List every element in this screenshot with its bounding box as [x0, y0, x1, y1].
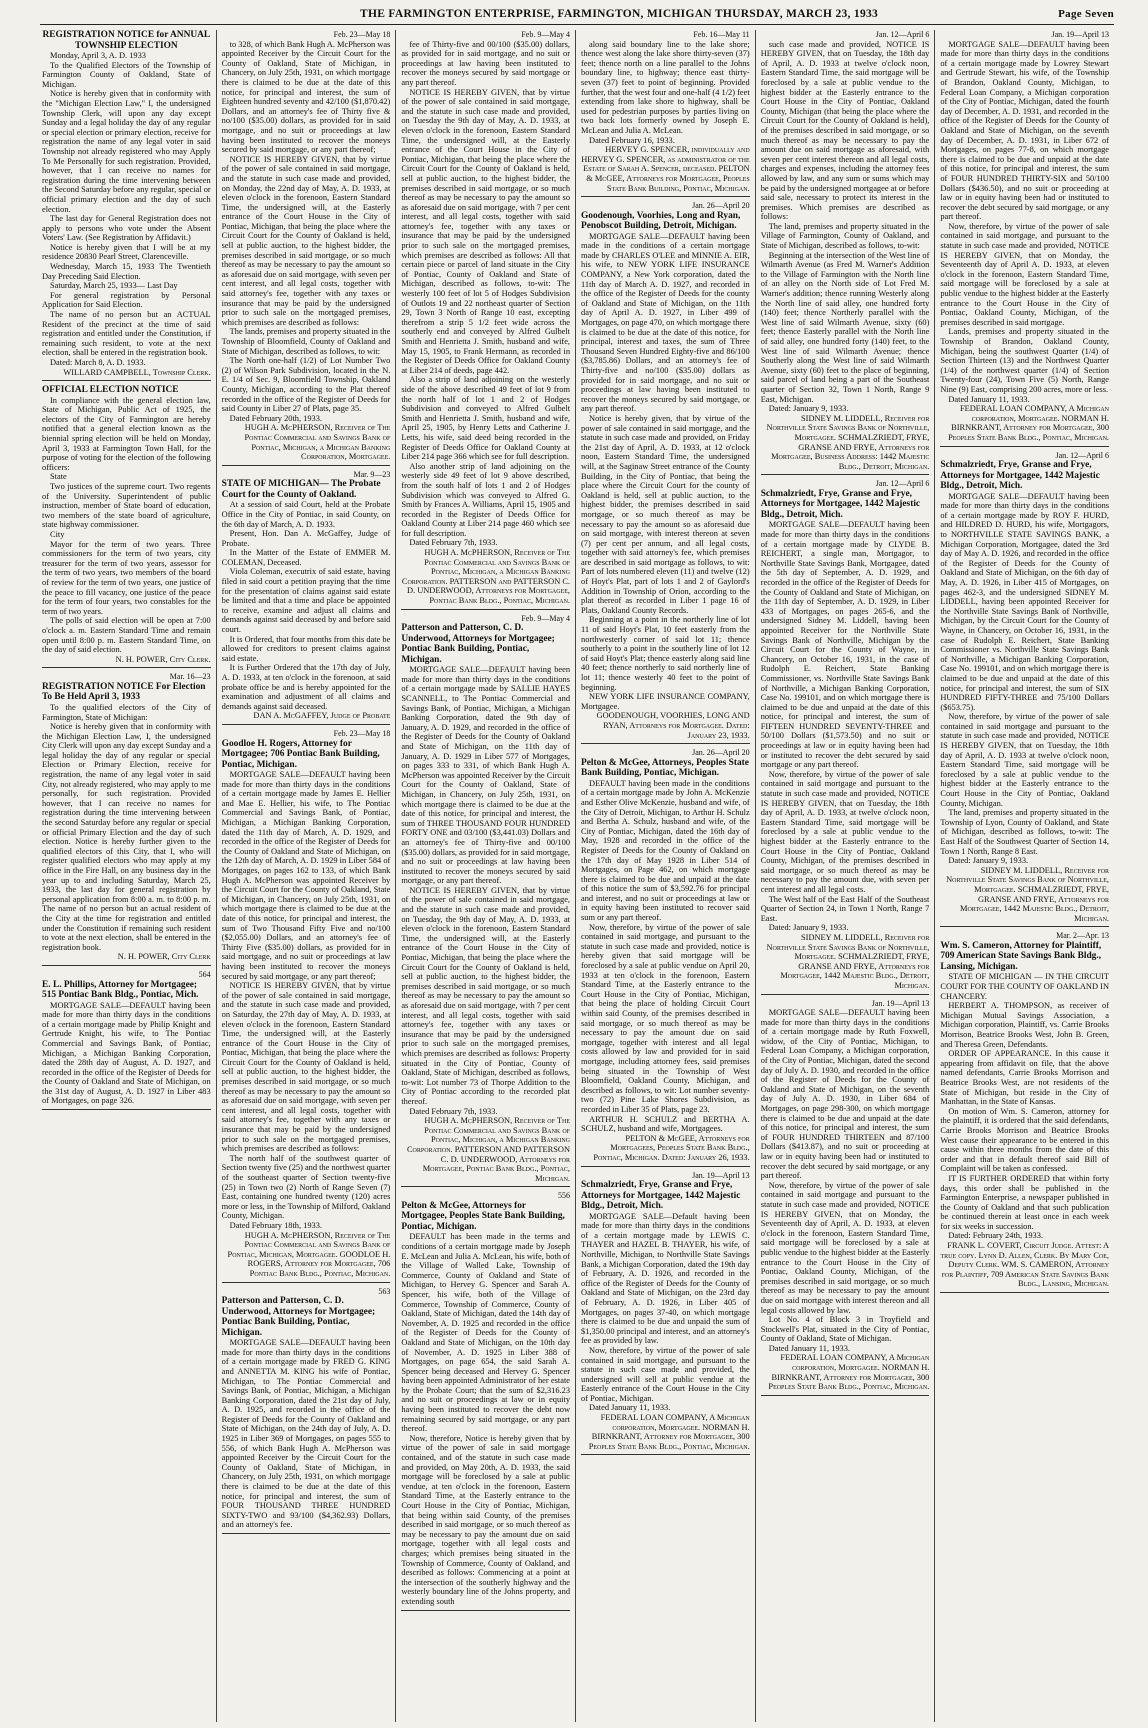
- notice-paragraph: State: [50, 472, 67, 482]
- notice-paragraph: The polls of said election will be open at 7:00 o'clock a. m. Eastern Standard Time and remain open until 8:00 p. m. Eastern Standard Time, on the day of said election.: [42, 616, 211, 655]
- notice-paragraph: Dated February 7th, 1933.: [409, 538, 498, 548]
- notice-paragraph: Dated: January 9, 1933.: [768, 404, 849, 414]
- notice-paragraph: MORTGAGE SALE—DEFAULT having been made for more than thirty days in the conditions of a certain mortgage made by Philip Knight and Gertrude Knight, his wife, to The Pontiac Commercial and Savings Bank, of Pontiac, Michigan, a Michigan Banking Corporation, dated the 28th day of August, A. D. 1927, and recorded in the office of the Register of Deeds for the County of Oakland and State of Michigan, on the 31st day of August, A. D. 1927 in Liber 483 of Mortgages, on page 326.: [42, 1000, 211, 1106]
- legal-notice: [222, 729, 391, 1283]
- column-2: [216, 30, 396, 1722]
- notice-paragraph: The North one-half (1/2) of Lot Number Two (2) of Wilson Park Subdivision, located in the N. E. 1/4 of Sec. 9, Bloomfield Township, Oakland County, Michigan, according to the Plat thereof recorded in the office of the Register of Deeds for said County in Liber 27 of Plats, page 35.: [221, 356, 391, 414]
- column-4: [575, 30, 755, 1722]
- legal-notice: [401, 1191, 570, 1610]
- notice-divider: [761, 1395, 930, 1396]
- notice-paragraph: Dated: February 24th, 1933.: [948, 1231, 1044, 1241]
- notice-divider: [222, 1533, 391, 1534]
- notice-divider: [222, 1282, 391, 1283]
- notice-paragraph: To the qualified electors of the City of Farmington, State of Michigan:: [42, 702, 211, 722]
- notice-divider: [42, 667, 211, 668]
- notice-heading: Schmalzriedt, Frye, Granse and Frye, Attorneys for Mortgagee, 1442 Majestic Bldg., Detroit, Mich.: [940, 460, 1100, 492]
- notice-paragraph: MORTGAGE SALE—DEFAULT having been made for more than thirty days in the conditions of a certain mortgage made by FRED G. KING and ANNETTA M. KING his wife of Pontiac, Michigan, to The Pontiac Commercial and Savings Bank, of Pontiac, Michigan, a Michigan Banking Corporation, dated the 21st day of July, A. D. 1925, and recorded in the office of the Register of Deeds for the County of Oakland and State of Michigan, on the 24th day of July, A. D. 1925 in Liber 369 of Mortgages, on pages 555 to 556, of which Bank Hugh A. McPherson was appointed Receiver by the Circuit Court for the County of Oakland, State of Michigan, in Chancery, on July 25th, 1931, on which mortgage there is claimed to be due at the date of this notice, for principal and interest, the sum of FOUR THOUSAND THREE HUNDRED SIXTY-TWO and 93/100 ($4,362.93) Dollars, and an attorney's fee.: [221, 1338, 391, 1530]
- notice-paragraph: Now, therefore, by virtue of the power of sale contained in said mortgage, and pursuant to the statute in such case made and provided, the undersigned will sell at public vendue at the Easterly entrance of the Court House in the City of Pontiac, Michigan.: [581, 1345, 750, 1403]
- notice-signature: FRANK L. COVERT, Circuit Judge. Attest: A true copy. Lynn D. Allen, Clerk. By Mary Coe, Deputy Clerk. WM. S. CAMERON, Attorney for Plaintiff, 709 American State Savings Bank Bldg., Lansing, Michigan.: [940, 1241, 1110, 1289]
- column-6: [934, 30, 1114, 1722]
- notice-paragraph: Dated February 16, 1933.: [589, 135, 675, 145]
- notice-heading: Pelton & McGee, Attorneys for Mortgagee, Peoples State Bank Building, Pontiac, Michigan.: [401, 1200, 565, 1232]
- notice-divider: [401, 609, 570, 610]
- notice-paragraph: Dated February 20th, 1933.: [229, 413, 323, 423]
- notice-paragraph: Now, therefore, by virtue of the power of sale contained in said mortgage, and pursuant to the statute in such case made and provided, notice is hereby given that said mortgage will be foreclosed by a sale at public vendue on April 20, 1933 at ten o'clock in the forenoon, Eastern Standard Time, at the Easterly entrance to the Court House in the City of Pontiac, Michigan, that being the place of holding Circuit Court within said County, of the premises described in said mortgage, or so much thereof as may be necessary to pay the amount due on said mortgage, together with interest and all legal costs allowed by law and provided for in said mortgage, including attorney fees, said premises being situated in the Township of West Bloomfield, Oakland County, Michigan, and described as follows, to wit: Lot number seventy-two (72) Pine Lake Shores Subdivision, as recorded in Liber 35 of Plats, page 23.: [581, 922, 750, 1114]
- legal-notice: [42, 970, 211, 1110]
- notice-number: Jan. 12—April 6: [875, 30, 930, 39]
- notice-paragraph: Notice is hereby given that in conformity with the Michigan Election Law, I, the undersigned City Clerk will upon any day except Sunday and a legal holiday the day of any regular or special Election or Primary Election, receive for registration, the name of any legal voter in said City, not already registered, who may apply to me personally, for such registration. Provided however, that I can receive no names for registration during the time intervening between the second Saturday before any regular or special or official Primary Election and the day of such election. Notice is hereby further given to the qualified electors of this City, that I, who will register qualified electors who may apply at my office in the Fire Hall, on any business day in the year up to and including Saturday, March 25, 1933, the last day for general registration by personal application from 8:00 a. m. to 8:00 p. m. The name of no person but an actual resident of the City at the time for registration and entitled under the Constitution if remaining such resident to vote at the next election, shall be entered in the registration book.: [42, 722, 211, 952]
- legal-notice: [401, 30, 570, 610]
- notice-paragraph: NEW YORK LIFE INSURANCE COMPANY, Mortgagee.: [581, 692, 750, 711]
- notice-paragraph: In the Matter of the Estate of EMMER M. COLEMAN, Deceased.: [221, 548, 391, 567]
- notice-signature: HERVEY G. SPENCER, individually and HERVEY G. SPENCER, as administrator of the Estate of Sarah A. Spencer, deceased. PELTON & McGEE, Attorneys for Mortgagee, Peoples State Bank Building, Pontiac, Michigan.: [581, 145, 750, 193]
- notice-signature: SIDNEY M. LIDDELL, Receiver for Northville State Savings Bank of Northville, Mortgagee. SCHMALZRIEDT, FRYE, GRANSE AND FRYE, Attorneys for Mortgagee, Business Address: 1442 Majestic Bldg., Detroit, Michigan.: [766, 413, 930, 471]
- notice-divider: [42, 1109, 211, 1110]
- notice-paragraph: IT IS FURTHER ORDERED that within forty days, this order shall be published in the Farmington Enterprise, a newspaper published in the County of Oakland and that such publication be continued therein at least once in each week for six weeks in succession.: [940, 1173, 1110, 1231]
- notice-paragraph: The land, premises and property situated in the Village of Farmington, County of Oakland, and State of Michigan, described as follows, to-wit:: [760, 221, 930, 251]
- notice-paragraph: Present, Hon. Dan A. McGaffey, Judge of Probate.: [221, 529, 391, 548]
- notice-paragraph: Lot No. 4 of Block 3 in Troyfield and Stockwell's Plat, situated in the City of Pontiac, County of Oakland, State of Michigan.: [760, 1315, 930, 1344]
- notice-paragraph: DEFAULT having been made in the conditions of a certain mortgage made by John A. McKenzie and Esther Olive McKenzie, husband and wife, of the City of Detroit, Michigan, to Arthur H. Schulz and Bertha A. Schulz, husband and wife, of the City of Pontiac, Michigan, dated the 16th day of May, 1928 and recorded in the office of the Register of Deeds for the County of Oakland on the 17th day of May 1928 in Liber 514 of Mortgages, on Page 462, on which mortgage there is claimed to be due and unpaid at the date of this notice the sum of $3,592.76 for principal and interest, and no suit or proceedings at law or in equity having been instituted to recover said sum or any part thereof.: [581, 778, 750, 923]
- notice-paragraph: Two justices of the supreme court. Two regents of the University. Superintendent of public instruction, member of State board of education, two members of the state board of agriculture, state highway commissioner.: [42, 482, 211, 530]
- notice-paragraph: MORTGAGE SALE—DEFAULT having been made for more than thirty days in the conditions of a certain mortgage made by Lowrey Stewart and Gertrude Stewart, his wife, of the Township of Brandon, Oakland County, Michigan, to Federal Loan Company, a Michigan corporation of the City of Pontiac, Michigan, dated the fourth day of December, A. D. 1931, and recorded in the office of the Register of Deeds for the County of Oakland and State of Michigan, on the seventh day of December, A. D. 1931, in Liber 672 of Mortgages, on pages 77-8, on which mortgage there is claimed to be due and unpaid at the date of this notice, for principal and interest, the sum of FOUR HUNDRED THIRTY-SIX and 50/100 Dollars ($436.50), and no suit or proceeding at law or in equity having been had or instituted to recover the debt secured by said mortgage, or any part thereof.: [940, 39, 1110, 222]
- notice-paragraph: Now, therefore, by virtue of the power of sale contained in said mortgage and pursuant to the statute in such case made and provided, NOTICE IS HEREBY GIVEN, that on Tuesday, the 18th day of April, A. D. 1933 at twelve o'clock noon, Eastern Standard Time, said mortgage will be foreclosed by a sale at public vendue to the highest bidder at the Easterly entrance to the Court House in the City of Pontiac, Oakland County, Michigan.: [940, 712, 1110, 808]
- notice-paragraph: NOTICE IS HEREBY GIVEN, that by virtue of the power of sale contained in said mortgage, and the statute in such case made and provided, on Monday, the 22nd day of May, A. D. 1933, at eleven o'clock in the forenoon, Eastern Standard Time, the undersigned will, at the Easterly entrance of the Court House in the City of Pontiac, Michigan, that being the place where the Circuit Court for the County of Oakland is held, sell at public auction, to the highest bidder, the premises described in said mortgage, or so much thereof as may be necessary to pay the amount so as aforesaid due on said mortgage, with seven per cent interest, and all legal costs, together with said attorney's fee, together with any taxes or insurance that may be paid by the undersigned prior to such sale on the mortgaged premises, which premises are described as follows:: [221, 154, 391, 327]
- notice-paragraph: In compliance with the general election law, State of Michigan, Public Act of 1925, the electors of the City of Farmington are hereby notified that a general election known as the biennial spring election will be held on Monday, April 3, 1933 at Farmington Town Hall, for the purpose of voting for the election of the following officers:: [42, 395, 211, 472]
- notice-heading: Wm. S. Cameron, Attorney for Plaintiff, 709 American State Savings Bank Bldg., Lansing, Michigan.: [940, 940, 1102, 972]
- notice-number: 556: [558, 1191, 571, 1201]
- notice-heading: Schmalzriedt, Frye, Granse and Frye, Attorneys for Mortgagee, 1442 Majestic Bldg., Detroit, Mich.: [760, 488, 921, 520]
- notice-number: 564: [198, 969, 211, 979]
- notice-paragraph: Dated: January 9, 1933.: [768, 923, 849, 933]
- notice-divider: [940, 926, 1109, 927]
- legal-notice: [581, 1171, 750, 1456]
- notice-divider: [761, 994, 930, 995]
- notice-number: Jan. 12—April 6: [875, 479, 930, 489]
- notice-paragraph: It is Further Ordered that the 17th day of July, A. D. 1933, at ten o'clock in the forenoon, at said probate office be and is hereby appointed for the examination and adjustment of all claims and demands against said deceased.: [221, 663, 391, 711]
- notice-paragraph: Notice is hereby given that in conformity with the "Michigan Election Law," I, the undersigned Township Clerk, will upon any day except Sunday and a legal holiday the day of any regular or special election or primary election, receive for registration the name of any legal voter in said Township not already registered who may Apply To Me Personally for such registration. Provided, however, that I can receive no names for registration during the time intervening between the Second Saturday before any regular, special or official primary election and the day of such election.: [42, 89, 211, 214]
- notice-paragraph: MORTGAGE SALE—Default having been made for more than thirty days in the conditions of a certain mortgage made by LEWIS C. THAYER and HAZEL B. THAYER, his wife, of Northville, Michigan, to Northville State Savings Bank, a Michigan Corporation, dated the 19th day of February, A. D. 1926, and recorded in the office of the Register of Deeds for the County of Oakland and State of Michigan, on the 23rd day of February, A. D. 1926, in Liber 405 of Mortgages, on pages 37-40, on which mortgage there is claimed to be due and unpaid the sum of $1,350.00 principal and interest, and an attorney's fee as provided by law.: [581, 1211, 750, 1346]
- notice-number: Mar. 9—23: [353, 469, 391, 479]
- column-3: [395, 30, 575, 1722]
- notice-paragraph: The West half of the East Half of the Southeast Quarter of Section 24, in Town 1 North, Range 7 East.: [760, 894, 930, 923]
- notice-number: Mar. 2—Apr. 13: [1056, 931, 1110, 941]
- notice-paragraph: MORTGAGE SALE—DEFAULT having been made for more than thirty days in the conditions of a certain mortgage made by SALLIE HAYES SCANNELL, to The Pontiac Commercial and Savings Bank, of Pontiac, Michigan, a Michigan Banking Corporation, dated the 9th day of January, A. D. 1929, and recorded in the office of the Register of Deeds for the County of Oakland and State of Michigan, on the 11th day of January, A. D. 1929 in Liber 577 of Mortgages, on pages 333 to 331, of which Bank Hugh A. McPherson was appointed Receiver by the Circuit Court for the County of Oakland, State of Michigan, in Chancery, on July 25th, 1931, on which mortgage there is claimed to be due at the date of this notice, for principal and interest, the sum of THREE THOUSAND FOUR HUNDRED FORTY ONE and 03/100 ($3,441.03) Dollars and an attorney's fee of Thirty-five and 00/100 ($35.00) dollars, as provided for in said mortgage, and no suit or proceedings at law having been instituted to recover the moneys secured by said mortgage, or any part thereof.: [401, 665, 571, 886]
- notice-paragraph: Dated: March 8, A. D. 1933.: [50, 358, 146, 367]
- notice-heading: REGISTRATION NOTICE For Election To Be Held April 3, 1933: [42, 681, 206, 703]
- legal-notice: [42, 672, 211, 966]
- notice-paragraph: Dated January 11, 1933.: [589, 1403, 671, 1413]
- notice-divider: [581, 1166, 750, 1167]
- notice-paragraph: MORTGAGE SALE—DEFAULT having been made for more than thirty days in the conditions of a certain mortgage made by James E. Hellier and Mae E. Hellier, his wife, to The Pontiac Commercial and Savings Bank, of Pontiac, Michigan, a Michigan Banking Corporation, dated the 11th day of March, A. D. 1929, and recorded in the office of the Register of Deeds for the County of Oakland and State of Michigan, on the 12th day of March, A. D. 1929 in Liber 584 of Mortgages, on pages 162 to 133, of which Bank Hugh A. McPherson was appointed Receiver by the Circuit Court for the County of Oakland, State of Michigan, in Chancery, on July 25th, 1931, on which mortgage there is claimed to be due at the date of this notice, for principal and interest, the sum of Two Thousand Fifty Five and no/100 ($2,055.00) Dollars, and an attorney's fee of Thirty Five ($35.00) dollars, as provided for in said mortgage, and no suit or proceedings at law having been instituted to recover the moneys secured by said mortgage, or any part thereof;: [221, 770, 391, 981]
- notice-paragraph: At a session of said Court, held at the Probate Office in the City of Pontiac, in said County, on the 6th day of March, A. D. 1933.: [221, 500, 391, 529]
- notice-signature: HUGH A. McPHERSON, Receiver of The Pontiac Commercial and Savings Bank of Pontiac, Michigan, a Michigan Banking Corporation, Mortgagee.: [244, 423, 391, 462]
- notice-divider: [42, 965, 211, 966]
- legal-notice: [761, 999, 930, 1396]
- notice-paragraph: NOTICE IS HEREBY GIVEN, that by virtue of the power of sale contained in said mortgage, and the statute in such case made and provided, on Tuesday, the 9th day of May, A. D. 1933, at eleven o'clock in the forenoon, Eastern Standard Time, the undersigned will, at the Easterly entrance of the Court House in the City of Pontiac, Michigan, that being the place where the Circuit Court for the County of Oakland is held, sell at public auction, to the highest bidder, the premises described in said mortgage, or so much thereof as may be necessary to pay the amount so as aforesaid due on said mortgage, with 7 per cent interest, and all legal costs, together with said attorney's fee, together with any taxes or insurance that may be paid by the undersigned prior to such sale on the mortgaged premises, which premises are described as follows: Property situated in the City of Pontiac, County of Oakland, State of Michigan, described as follows, to-wit: Lot number 73 of Thorpe Addition to the City of Pontiac according to the recorded plat thereof.: [401, 885, 571, 1106]
- notice-paragraph: For general registration by Personal Application for Said Election.: [42, 290, 211, 310]
- notice-paragraph: along said boundary line to the lake shore; thence west along the lake shore thirty-seven (37) feet; thence north on a line parallel to the Johns boundary line, to highway; thence east thirty-seven (37) feet to point of beginning. Provided further, that the west four and one-half (4 1/2) feet extending from lake shore to highway, shall be used for pedestrian purposes by parties living on two back lots formerly owned by Joseph E. McLean and Julia A. McLean.: [581, 39, 750, 135]
- notice-number: Feb. 23—May 18: [333, 728, 391, 738]
- legal-notices-columns: [40, 30, 1114, 1722]
- notice-paragraph: Lands, premises and property situated in the Township of Brandon, Oakland County, Michigan, being the southwest Quarter (1/4) of Section Thirteen (13) and the Northwest Quarter (1/4) of the northwest quarter (1/4) of Section Twenty-four (24), Town Five (5) North, Range Nine (9) East, comprising 200 acres, more or less.: [940, 327, 1110, 394]
- notice-divider: [581, 743, 750, 744]
- notice-signature: DAN A. McGAFFEY, Judge of Probate: [253, 711, 391, 721]
- notice-paragraph: to 328, of which Bank Hugh A. McPherson was appointed Receiver by the Circuit Court for the County of Oakland, State of Michigan, in Chancery, on July 25th, 1931, on which mortgage there is claimed to be due at the date of this notice, for principal and interest, the sum of Eighteen hundred seventy and 42/100 ($1,870.42) Dollars, and an attorney's fee of Thirty five & no/100 ($35.00) dollars, as provided for in said mortgage, and no suit or proceedings at law having been instituted to recover the moneys secured by said mortgage, or any part thereof;: [221, 39, 391, 155]
- notice-divider: [581, 1454, 750, 1455]
- notice-signature: HUGH A. McPHERSON, Receiver of The Pontiac Commercial and Savings Bank of Pontiac, Michigan, a Michigan Banking Corporation. PATTERSON AND PATTERSON C. D. UNDERWOOD, Attorneys for Mortgagee, Pontiac Bank Bldg., Pontiac, Michigan.: [406, 1116, 571, 1183]
- notice-paragraph: Also a strip of land adjoining on the westerly side of the above described 49 feet of lot 9 from the north half of lot 1 and 2 of Hodges Subdivision and conveyed to Alfred Gulbelt Smith and Henrietta J. Smith, husband and wife, April 25, 1905, by Henry Letts and Catherine J. Letts, his wife, said deed being recorded in the Register of Deeds Office for Oakland County at Liber 214 page 366 which see for full description.: [401, 375, 571, 462]
- legal-notice: [222, 30, 391, 466]
- notice-paragraph: The lands, premises and property situated in the Township of Bloomfield, County of Oakland and State of Michigan, described as follows, to wit:: [221, 327, 391, 356]
- legal-notice: [940, 30, 1109, 447]
- notice-heading: OFFICIAL ELECTION NOTICE: [42, 385, 179, 396]
- notice-paragraph: The name of no person but an ACTUAL Resident of the precinct at the time of said registration and entitled under the Constitution, if remaining such resident, to vote at the next election, shall be entered in the registration book.: [42, 310, 211, 358]
- notice-number: Feb. 23—May 18: [333, 30, 391, 39]
- legal-notice: [401, 614, 570, 1188]
- notice-number: Jan. 19—April 13: [1051, 30, 1110, 39]
- notice-paragraph: It is Ordered, that four months from this date be allowed for creditors to present claims against said estate.: [221, 634, 391, 663]
- column-1: [40, 30, 216, 1722]
- notice-paragraph: fee of Thirty-five and 00/100 ($35.00) dollars, as provided for in said mortgage, and no suit or proceedings at law having been instituted to recover the moneys secured by said mortgage or any part thereof.: [401, 39, 571, 87]
- notice-paragraph: Also another strip of land adjoining on the westerly side 49 feet of lot 9 above described, from the south half of lots 1 and 2 of Hodges Subdivision which was conveyed to Alfred G. Smith by Frances A. Williams, April 15, 1905 and recorded in the Register of Deeds Office for Oakland County at Liber 214 page 460 which see for full description.: [401, 461, 571, 538]
- notice-heading: E. L. Phillips, Attorney for Mortgagee; 515 Pontiac Bank Bldg., Pontiac, Mich.: [42, 979, 199, 1001]
- notice-divider: [222, 724, 391, 725]
- notice-paragraph: MORTGAGE SALE—DEFAULT having been made in the conditions of a certain mortgage made by CHARLES O'LEE and MINNIE A. EIR, his wife, to NEW YORK LIFE INSURANCE COMPANY, a New York corporation, dated the 11th day of March A. D. 1927, and recorded in the office of the Register of Deeds for the county of Oakland and State of Michigan, on the 11th day of April A. D. 1927, in Liber 499 of Mortgages, on page 470, on which mortgage there is claimed to be due at the date of this notice, for principal, interest and taxes, the sum of Three Thousand Seven Hundred Eighty-five and 86/100 ($3,785.86) Dollars, and an attorney's fee of Thirty-five and no/100 ($35.00) dollars as provided for in said mortgage, and no suit or proceedings at law having been instituted to recover the moneys secured by said mortgage, or any part thereof.: [581, 231, 750, 414]
- notice-signature: FEDERAL LOAN COMPANY, A Michigan corporation, Mortgagee. NORMAN H. BIRNKRANT, Attorney for Mortgagee, 300 Peoples State Bank Bldg., Pontiac, Michigan.: [768, 1353, 930, 1392]
- notice-heading: Schmalzriedt, Frye, Granse and Frye, Attorneys for Mortgagee, 1442 Majestic Bldg., Detroit, Mich.: [581, 1180, 741, 1212]
- notice-paragraph: The north half of the southwest quarter of Section twenty five (25) and the northwest quarter of the southeast quarter of Section twenty-five (25) in Town two (2) North of Range Seven (7) East, containing one hundred twenty (120) acres more or less, in the Township of Milford, Oakland County, Michigan.: [221, 1153, 391, 1221]
- notice-divider: [761, 474, 930, 475]
- notice-paragraph: ORDER OF APPEARANCE. In this cause it appearing from affidavit on file, that the above named defendants, Carrie Brooks Morrison and Beatrice Brooks West, are not residents of the State of Michigan, but reside in the City of Manhattan, in the State of Kansas.: [940, 1049, 1110, 1107]
- notice-paragraph: The land, premises and property situated in the Township of Lyon, County of Oakland, and State of Michigan, described as follows, to-wit: The East Half of the Southwest Quarter of Section 14, Town 1 North, Range 8 East.: [940, 808, 1110, 856]
- notice-signature: WILLARD CAMPBELL, Township Clerk.: [63, 367, 211, 377]
- legal-notice: [940, 451, 1109, 928]
- page-number: Page Seven: [1058, 8, 1114, 20]
- masthead: [40, 4, 1114, 25]
- notice-paragraph: such case made and provided, NOTICE IS HEREBY GIVEN, that on Tuesday, the 18th day of April, A. D. 1933 at twelve o'clock noon, Eastern Standard Time, the said mortgage will be foreclosed by a sale at public vendue to the highest bidder at the Easterly entrance to the Court House in the City of Pontiac, Oakland County, Michigan (that being the place where the Circuit Court for the County of Oakland is held), of the premises described in said mortgage, or so much thereof as may be necessary to pay the amount due on said mortgage as aforesaid, with seven per cent interest thereon and all legal costs, charges and expenses, including the attorney fees allowed by law, and any sum or sums which may be paid by the undersigned mortgagee at or before said sale, necessary to protect its interest in the premises. Which premises are described as follows:: [760, 39, 930, 222]
- column-5: [755, 30, 935, 1722]
- notice-paragraph: HERBERT A. THOMPSON, as receiver of Michigan Mutual Savings Association, a Michigan corporation, Plaintiff, vs. Carrie Brooks Morrison, Beatrice Brooks West, John B. Green, and Theresa Green, Defendants.: [940, 1001, 1110, 1049]
- notice-paragraph: Viola Coleman, executrix of said estate, having filed in said court a petition praying that the time for the presentation of claims against said estate be limited and that a time and place be appointed to receive, examine and adjust all claims and demands against said deceased by and before said court.: [221, 567, 391, 635]
- notice-paragraph: Wednesday, March 15, 1933 The Twentieth Day Preceding Said Election.: [42, 262, 211, 281]
- notice-number: Jan. 12—April 6: [1055, 450, 1110, 460]
- notice-number: Mar. 16—23: [169, 672, 211, 682]
- notice-signature: PELTON & McGEE, Attorneys for Mortgagees, Peoples State Bank Bldg., Pontiac, Michigan. Dated: January 26, 1933.: [593, 1133, 750, 1162]
- notice-number: Feb. 16—May 11: [693, 30, 750, 39]
- legal-notice: [761, 30, 930, 475]
- notice-heading: STATE OF MICHIGAN— The Probate Court for the County of Oakland.: [221, 479, 381, 500]
- notice-paragraph: Saturday, March 25, 1933— Last Day: [50, 281, 178, 291]
- notice-number: Feb. 9—May 4: [521, 30, 571, 39]
- notice-number: Feb. 9—May 4: [521, 613, 571, 623]
- legal-notice: [42, 385, 211, 668]
- masthead-title: THE FARMINGTON ENTERPRISE, FARMINGTON, MICHIGAN THURSDAY, MARCH 23, 1933: [360, 8, 879, 20]
- notice-paragraph: Now, therefore, by virtue of the power of sale contained in said mortgage, and pursuant to the statute in such case made and provided, NOTICE IS HEREBY GIVEN, that on Monday, the Seventeenth day of April A. D. 1933, at eleven o'clock in the forenoon, Eastern Standard Time, said mortgage will be foreclosed by a sale at public vendue to the highest bidder at the Easterly entrance to the Court House in the City of Pontiac, Oakland County, Michigan, of the premises described in said mortgage.: [940, 221, 1110, 327]
- notice-divider: [222, 465, 391, 466]
- notice-paragraph: Now, therefore, by virtue of the power of sale contained in said mortgage and pursuant to the statute in such case made and provided, NOTICE IS HEREBY GIVEN, that on Tuesday, the 18th day of April, A. D. 1933, at twelve o'clock noon, Eastern Standard Time, said mortgage will be foreclosed by a sale at public vendue to the highest bidder at the Easterly entrance to the Court House in the City of Pontiac, Oakland County, Michigan, of the premises described in said mortgage, or so much thereof as may be necessary to pay the amount due, with seven per cent interest and all legal costs.: [760, 769, 930, 894]
- notice-number: Jan. 26—April 20: [692, 748, 750, 758]
- notice-paragraph: Beginning at the intersection of the West line of Wilmarth Avenue (as Fred M. Warner's Addition to the Village of Farmington with the North line of an alley on the North side of Lot Fred M. Warner's addition; thence running Westerly along the North line of said alley, one hundred forty (140) feet; thence Northerly parallel with the West line of said Wilmarth Avenue, sixty (60) feet; thence Easterly parallel with the North line of said alley, one hundred forty (140) feet, to the West line of said Wilmarth Avenue; thence Southerly along the West line of said Wilmarth Avenue, sixty (60) feet to the place of beginning, said parcel of land being a part of the Southeast quarter of Section 32, Town 1 North, Range 9 East, Michigan.: [760, 250, 930, 404]
- notice-heading: REGISTRATION NOTICE for ANNUAL TOWNSHIP ELECTION: [42, 30, 211, 51]
- legal-notice: [940, 931, 1109, 1293]
- notice-divider: [940, 1292, 1109, 1293]
- notice-paragraph: Dated February 7th, 1933.: [409, 1106, 498, 1116]
- notice-paragraph: Dated January 11, 1933.: [948, 394, 1030, 404]
- legal-notice: [222, 470, 391, 725]
- notice-paragraph: NOTICE IS HEREBY GIVEN, that by virtue of the power of sale contained in said mortgage, and the statute in such case made and provided, on Tuesday the 9th day of May, A. D. 1933, at eleven o'clock in the forenoon, Eastern Standard Time, the undersigned will, at the Easterly entrance of the Court House in the City of Pontiac, Michigan, that being the place where the Circuit Court for the County of Oakland is held, sell at public auction, to the highest bidder, the premises described in said mortgage, or so much thereof as may be necessary to pay the amount so as aforesaid due on said mortgage, with 7 per cent interest, and all legal costs, together with said attorney's fee, together with any taxes or insurance that may be paid by the undersigned prior to such sale on the mortgaged premises, which premises are described as follows: All that certain piece or parcel of land situate in the City of Pontiac, County of Oakland and State of Michigan, described as follows, to-wit: The westerly 100 feet of lot 5 of Hodges Subdivision of Outlots 19 and 22 northeast quarter of Section 29, Town 3 North of Range 10 east, excepting therefrom a strip 5 1/2 feet wide across the southerly end and conveyed by Alfred Gulbelt Smith and Henrietta J. Smith, husband and wife, May 15, 1905, to Frank Hermann, as recorded in the Register of Deeds Office for Oakland County at Liber 214 of deeds, page 442.: [401, 87, 571, 375]
- notice-paragraph: The last day for General Registration does not apply to persons who vote under the Absent Voters' Law. (See Registration by Affidavit.): [42, 214, 211, 243]
- notice-paragraph: Now, therefore, by virtue of the power of sale contained in said mortgage and pursuant to the statute in such case made and provided, NOTICE IS HEREBY GIVEN, that on Monday, the Seventeenth day of April, A. D. 1933, at eleven o'clock in the forenoon, Eastern Standard Time, said mortgage will be foreclosed by a sale at public vendue to the highest bidder at the Easterly entrance to the Court House in the City of Pontiac, Oakland County, Michigan, of the premises described in said mortgage, or so much thereof as may be necessary to pay the amount due on said mortgage with interest thereon and all legal costs allowed by law.: [760, 1180, 930, 1315]
- notice-divider: [581, 196, 750, 197]
- notice-paragraph: STATE OF MICHIGAN — IN THE CIRCUIT COURT FOR THE COUNTY OF OAKLAND IN CHANCERY.: [940, 972, 1110, 1001]
- notice-paragraph: Beginning at a point in the northerly line of lot 11 of said Hoyt's Plat, 10 feet easterly from the northwesterly corner of said lot 11; thence southerly to a point in the southerly line of lot 12 of said Hoyt's Plat; thence easterly along said line 40 feet; thence northerly to said northerly line of lot 11; thence westerly 40 feet to the point of beginning.: [581, 615, 750, 692]
- notice-heading: Patterson and Patterson, C. D. Underwood, Attorneys for Mortgagee; Pontiac Bank Building, Pontiac, Michigan.: [401, 623, 555, 665]
- notice-paragraph: MORTGAGE SALE—DEFAULT having been made for more than thirty days in the conditions of a certain mortgage made by ROY F. HURD, and HILDRED D. HURD, his wife, Mortgagors, to NORTHVILLE STATE SAVINGS BANK, a Michigan Corporation, Mortgagee, dated the 3rd day of May A. D. 1926, and recorded in the office of the Register of Deeds for the County of Oakland and State of Michigan, on the 6th day of May, A. D. 1926, in Liber 415 of Mortgages, on pages 462-3, and the undersigned SIDNEY M. LIDDELL, having been appointed Receiver for the Northville State Savings Bank of Northville, Michigan, by the Circuit Court for the County of Wayne, in Chancery, on October 16, 1931, in the case of Rudolph E. Reichert, State Banking Commissioner vs. Northville State Savings Bank of Northville, a Michigan Banking Corporation, Case No. 199101, and on which mortgage there is claimed to be due and unpaid at the date of this notice, for principal and interest, the sum of SIX HUNDRED FIFTY-THREE and 75/100 Dollars ($653.75).: [940, 491, 1110, 712]
- legal-notice: [761, 479, 930, 994]
- notice-paragraph: To the Qualified Electors of the Township of Farmington County of Oakland, State of Michigan.: [42, 60, 211, 89]
- notice-signature: SIDNEY M. LIDDELL, Receiver for Northville State Savings Bank of Northville, Mortgagee. SCHMALZRIEDT, FRYE, GRANSE AND FRYE, Attorneys for Mortgagee, 1442 Majestic Bldg., Detroit, Michigan.: [766, 932, 930, 990]
- notice-paragraph: On motion of Wm. S. Cameron, attorney for the plaintiff, it is ordered that the said defendants, Carrie Brooks Morrison and Beatrice Brooks West cause their appearance to be entered in this cause within three months from the date of this order and that in default thereof said Bill of Complaint will be taken as confessed.: [940, 1106, 1110, 1174]
- notice-heading: Pelton & McGee, Attorneys, Peoples State Bank Building, Pontiac, Michigan.: [581, 757, 749, 779]
- legal-notice: [222, 1287, 391, 1534]
- notice-divider: [940, 446, 1109, 447]
- notice-number: Jan. 26—April 20: [692, 201, 750, 211]
- notice-paragraph: MORTGAGE SALE—DEFAULT having been made for more than thirty days in the conditions of a certain mortgage made by CLYDE B. REICHERT, a single man, Mortgagor, to Northville State Savings Bank, Mortgagee, dated the 5th day of September, A. D. 1929, and recorded in the office of the Register of Deeds for the County of Oakland and State of Michigan, on the 11th day of September, A. D. 1929, in Liber 433 of Mortgages, on pages 265-6, and the undersigned Sidney M. Liddell, having been appointed Receiver for the Northville State Savings Bank of Northville, Michigan by the Circuit Court for the County of Wayne, in Chancery, on October 16, 1931, in the case of Rudolph E. Reichert, State Banking Commissioner, vs. Northville State Savings Bank of Northville, a Michigan Banking Corporation, Case No. 199101, and on which mortgage there is claimed to be due and unpaid at the date of this notice, for principal and interest, the sum of FIFTEEN HUNDRED SEVENTY-THREE and 50/100 Dollars ($1,573.50) and no suit or proceedings at law or in equity having been had or instituted to recover the debt secured by said mortgage or any part thereof.: [760, 520, 930, 770]
- notice-paragraph: City: [50, 530, 65, 539]
- notice-paragraph: Now, therefore, Notice is hereby given that by virtue of the power of sale in said mortgage contained, and of the statute in such case made and provided, on May 20th, A. D. 1933, the said mortgage will be foreclosed by a sale at public vendue, at ten o'clock in the forenoon, Eastern Standard Time, at the Easterly entrance to the Court House in the City of Pontiac, Michigan, that being within said County, of the premises described in said mortgage, or so much thereof as may be necessary to pay the amount due on said mortgage, together with all legal costs and charges; which premises being situated in the Township of Commerce, County of Oakland, and described as follows: Commencing at a point at the intersection of the southerly highway and the westerly boundary line of the Johns property, and extending south: [401, 1433, 571, 1606]
- notice-heading: Goodloe H. Rogers, Attorney for Mortgagee; 706 Pontiac Bank Building, Pontiac, Michigan.: [221, 738, 380, 770]
- notice-paragraph: Dated February 18th, 1933.: [229, 1220, 323, 1230]
- notice-signature: HUGH A. McPHERSON, Receiver of The Pontiac Commercial and Savings Bank of Pontiac, Michigan, a Michigan Banking Corporation. PATTERSON and PATTERSON C. D. UNDERWOOD, Attorneys for Mortgagee, Pontiac Bank Bldg., Pontiac, Michigan.: [401, 548, 571, 606]
- notice-signature: SIDNEY M. LIDDELL, Receiver for Northville State Savings Bank of Northville, Mortgagee. SCHMALZRIEDT, FRYE, GRANSE AND FRYE, Attorneys for Mortgagee, 1442 Majestic Bldg., Detroit, Michigan.: [946, 865, 1110, 923]
- notice-paragraph: Mayor for the term of two years. Three commissioners for the term of two years, city treasurer for the term of two years, assessor for the term of two years, two members of the board of review for the term of two years, one justice of the peace to fill vacancy, one justice of the peace for the term of four years, two constables for the term of two years.: [42, 539, 211, 616]
- notice-signature: N. H. POWER, City Clerk.: [115, 654, 211, 664]
- notice-number: 563: [378, 1286, 391, 1296]
- legal-notice: [42, 30, 211, 381]
- notice-paragraph: Notice is hereby given that I will be at my residence 20830 Pearl Street, Clarenceville.: [42, 242, 211, 262]
- notice-signature: GOODENOUGH, VOORHIES, LONG AND RYAN, Attorneys for Mortgagee. Dated: January 23, 1933.: [596, 711, 750, 740]
- notice-paragraph: Dated January 11, 1933.: [768, 1343, 851, 1353]
- legal-notice: [581, 201, 750, 744]
- notice-heading: Goodenough, Voorhies, Long and Ryan, Penobscot Building, Detroit, Michigan.: [581, 210, 741, 232]
- notice-number: Jan. 19—April 13: [871, 998, 930, 1008]
- notice-paragraph: MORTGAGE SALE—DEFAULT having been made for more than thirty days in the conditions of a certain mortgage made by Ruth Foxwell, widow, of the City of Pontiac, Michigan, to Federal Loan Company, a Michigan corporation, of the City of Pontiac, Michigan, dated the second day of July A. D. 1930, and recorded in the office of the Register of Deeds for the County of Oakland and State of Michigan, on the seventh day of July A. D. 1930, in Liber 684 of Mortgages, on page 298-300, on which mortgage there is claimed to be due and unpaid at the date of this notice, for principal and interest, the sum of FOUR HUNDRED THIRTEEN and 87/100 Dollars ($413.87), and no suit or proceeding at law or in equity having been had or instituted to recover the debt secured by said mortgage, or any part thereof.: [760, 1008, 930, 1181]
- notice-paragraph: Notice is hereby given, that by virtue of the power of sale contained in said mortgage, and the statute in such case made and provided, on Friday the 21st day of April, A. D. 1933, at 12 o'clock noon, Eastern Standard Time, the undersigned will, at the Saginaw Street entrance of the County Building, in the City of Pontiac, that being the place where the Circuit Court for the county of Oakland is held, sell at public auction, to the highest bidder, the premises described in said mortgage, or so much thereof as may be necessary to pay the amount so as aforesaid due on said mortgage, with interest thereon at seven (7) per cent per annum, and all legal costs, together with said attorney's fee, which premises are described in said mortgage as follows, to wit: Part of lots numbered eleven (11) and twelve (12) of Hoyt's Plat, part of lots 1 and 2 of Gaylord's Addition in Township of Orion, according to the plat thereof as recorded in Liber 1 page 16 of Plats, Oakland County Records.: [581, 413, 750, 615]
- notice-signature: FEDERAL LOAN COMPANY, A Michigan corporation, Mortgagee. NORMAN H. BIRNKRANT, Attorney for Mortgagee, 300 Peoples State Bank Bldg., Pontiac, Michigan.: [588, 1413, 750, 1451]
- notice-paragraph: ARTHUR H. SCHULZ and BERTHA A. SCHULZ, husband and wife, Mortgagees.: [581, 1114, 750, 1134]
- notice-number: Jan. 19—April 13: [692, 1170, 750, 1180]
- notice-signature: FEDERAL LOAN COMPANY, A Michigan corporation, Mortgagee. NORMAN H. BIRNKRANT, Attorney for Mortgagee, 300 Peoples State Bank Bldg., Pontiac, Michigan.: [948, 404, 1110, 442]
- notice-signature: HUGH A. McPHERSON, Receiver of The Pontiac Commercial and Savings Bank of Pontiac, Michigan, Mortgagee. GOODLOE H. ROGERS, Attorney for Mortgagee, 706 Pontiac Bank Bldg., Pontiac, Michigan.: [227, 1230, 391, 1278]
- notice-heading: Patterson and Patterson, C. D. Underwood, Attorneys for Mortgagee; Pontiac Bank Building, Pontiac, Michigan.: [221, 1296, 376, 1338]
- notice-divider: [401, 1610, 570, 1611]
- legal-notice: [581, 748, 750, 1166]
- notice-signature: N. H. POWER, City Clerk: [117, 952, 211, 962]
- notice-paragraph: Monday, April 3, A. D. 1933: [50, 51, 146, 60]
- notice-paragraph: NOTICE IS HEREBY GIVEN, that by virtue of the power of sale contained in said mortgage, and the statute in such case made and provided, on Saturday, the 27th day of May, A. D. 1933, at eleven o'clock in the forenoon, Eastern Standard Time, the undersigned will, at the Easterly entrance of the Court House in the City of Pontiac, Michigan, that being the place where the Circuit Court for the County of Oakland is held, sell at public auction, to the highest bidder, the premises described in said mortgage, or so much thereof as may be necessary to pay the amount so as aforesaid due on said mortgage, with seven per cent interest, and all legal costs, together with said attorney's fee, together with any taxes or insurance that may be paid by the undersigned prior to such sale on the mortgaged premises, which premises are described as follows:: [221, 981, 391, 1154]
- notice-paragraph: DEFAULT has been made in the terms and conditions of a certain mortgage made by Joseph E. McLean and Julia A. McLean, his wife, both of the Village of Walled Lake, Township of Commerce, County of Oakland and State of Michigan, to Hervey G. Spencer and Sarah A. Spencer, his wife, both of the Village of Commerce, Township of Commerce, County of Oakland, State of Michigan, dated the 14th day of November, A. D. 1925 and recorded in the office of the Register of Deeds for the County of Oakland and State of Michigan, on the 10th day of November, A. D. 1925 in Liber 388 of Mortgages, on page 654, the said Sarah A. Spencer being deceased and Hervey G. Spencer having been appointed Administrator of her estate by the Probate Court; that the sum of $2,316.23 and no suit or proceedings at law or in equity having been instituted to recover the debt now remaining secured by said mortgage, or any part thereof.: [401, 1232, 571, 1434]
- notice-divider: [401, 1186, 570, 1187]
- notice-divider: [42, 380, 211, 381]
- notice-paragraph: Dated: January 9, 1933.: [948, 856, 1029, 866]
- legal-notice: [581, 30, 750, 197]
